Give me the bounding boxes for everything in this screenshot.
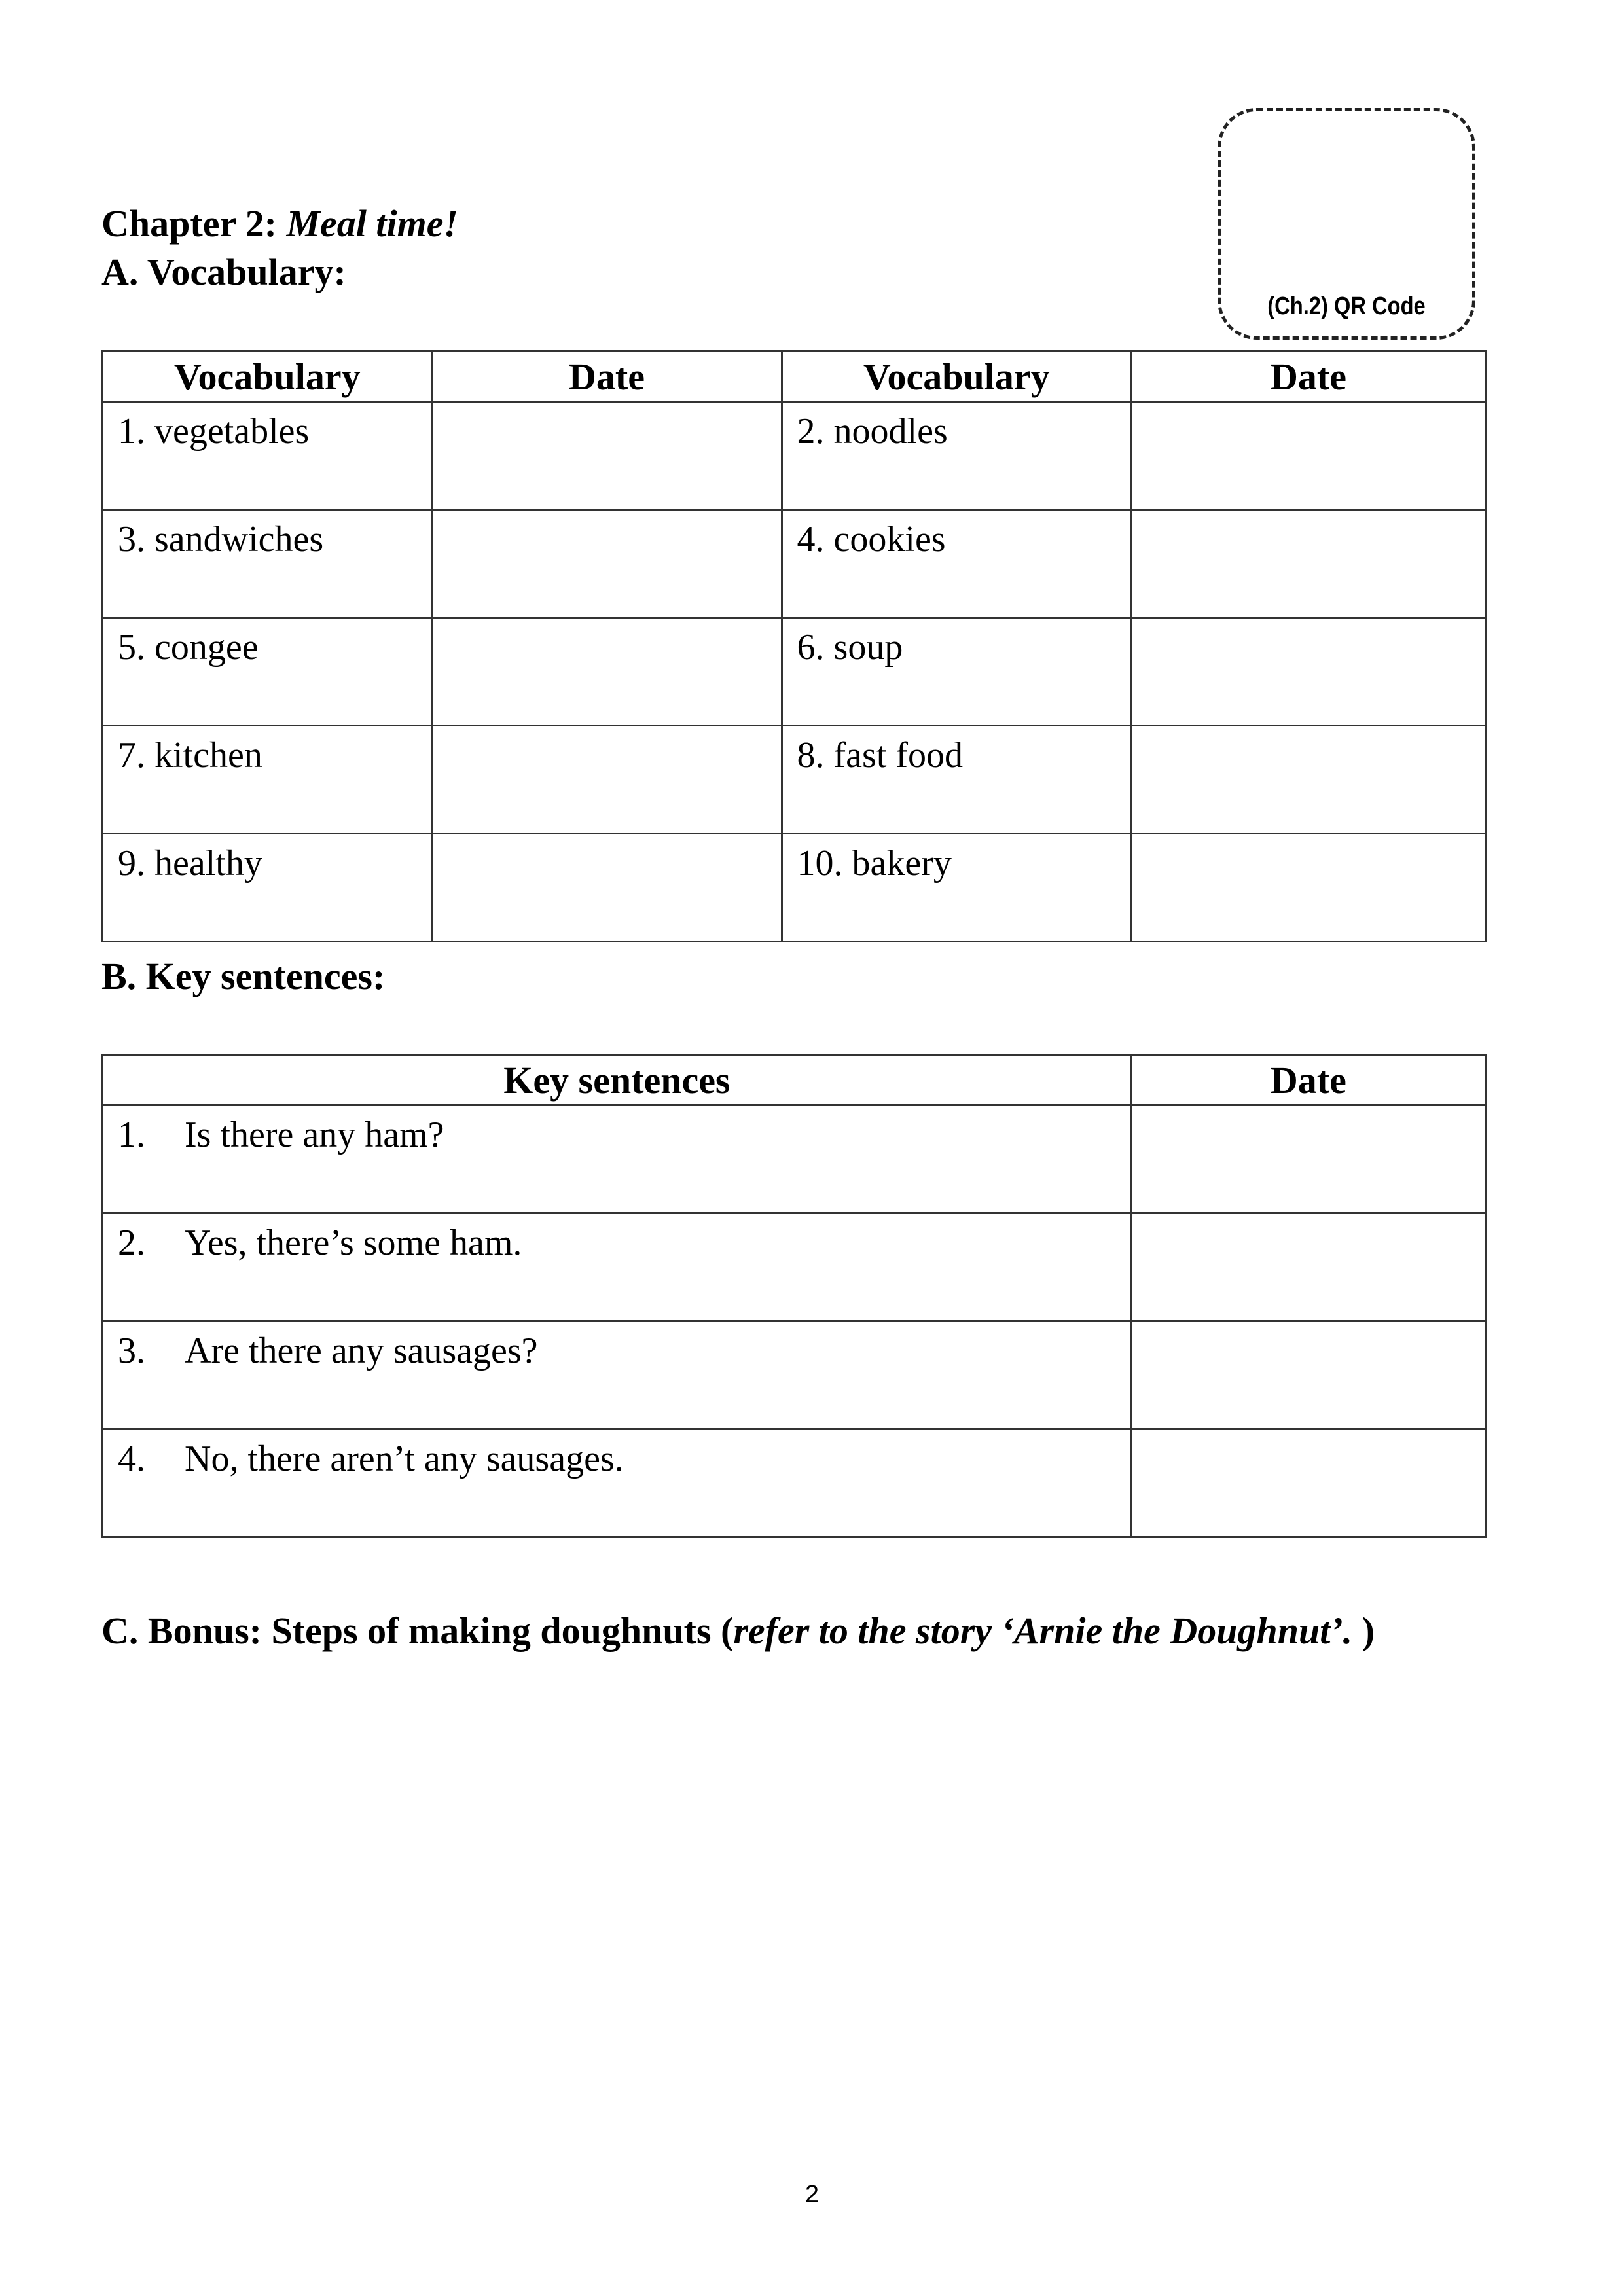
bonus-lead: C. Bonus: Steps of making doughnuts ( (101, 1609, 734, 1652)
table-row (103, 402, 1486, 510)
vocab-word: 7. kitchen (103, 726, 433, 834)
bonus-heading (101, 1609, 1375, 1653)
vocab-word: 1. vegetables (103, 402, 433, 510)
table-row (103, 618, 1486, 726)
date-cell (1131, 1105, 1485, 1213)
key-sentence (103, 1321, 1132, 1429)
vocab-word: 3. sandwiches (103, 510, 433, 618)
date-cell (1131, 510, 1485, 618)
column-header: Date (432, 351, 782, 402)
date-cell (1131, 1213, 1485, 1321)
date-cell (1131, 1429, 1485, 1537)
vocabulary-table (101, 350, 1487, 942)
date-cell (432, 510, 782, 618)
vocabulary-heading: A. Vocabulary: (101, 251, 346, 293)
date-cell (432, 402, 782, 510)
column-header: Date (1131, 351, 1485, 402)
table-row (103, 726, 1486, 834)
qr-code-label: (Ch.2) QR Code (1267, 293, 1426, 320)
table-row (103, 1105, 1486, 1213)
chapter-subtitle: Meal time! (286, 202, 459, 245)
key-sentence (103, 1429, 1132, 1537)
date-cell (432, 618, 782, 726)
sentence-text: Yes, there’s some ham. (185, 1223, 522, 1263)
key-sentence (103, 1105, 1132, 1213)
date-cell (1131, 1321, 1485, 1429)
date-cell (1131, 726, 1485, 834)
key-sentences-table (101, 1054, 1487, 1538)
date-cell (1131, 402, 1485, 510)
vocab-word: 2. noodles (782, 402, 1131, 510)
date-cell (432, 726, 782, 834)
table-row (103, 1213, 1486, 1321)
table-row (103, 834, 1486, 942)
table-row (103, 1429, 1486, 1537)
date-cell (1131, 618, 1485, 726)
sentence-number: 3. (118, 1331, 145, 1371)
vocab-word: 6. soup (782, 618, 1131, 726)
vocab-word: 4. cookies (782, 510, 1131, 618)
vocab-word: 5. congee (103, 618, 433, 726)
page-number: 2 (804, 2181, 820, 2208)
sentence-number: 4. (118, 1439, 145, 1479)
column-header: Vocabulary (103, 351, 433, 402)
vocab-word: 9. healthy (103, 834, 433, 942)
column-header: Vocabulary (782, 351, 1131, 402)
vocab-word: 8. fast food (782, 726, 1131, 834)
sentence-text: Are there any sausages? (185, 1331, 538, 1371)
table-header-row (103, 1055, 1486, 1105)
sentence-text: Is there any ham? (185, 1115, 444, 1155)
bonus-tail: ) (1352, 1609, 1375, 1652)
sentence-number: 2. (118, 1223, 145, 1263)
qr-code-placeholder (1218, 108, 1475, 340)
bonus-story-reference: refer to the story ‘Arnie the Doughnut’. (733, 1609, 1353, 1652)
table-row (103, 510, 1486, 618)
sentence-text: No, there aren’t any sausages. (185, 1439, 624, 1479)
column-header: Key sentences (103, 1055, 1132, 1105)
key-sentences-heading: B. Key sentences: (101, 955, 386, 997)
table-header-row (103, 351, 1486, 402)
sentence-number: 1. (118, 1115, 145, 1155)
date-cell (1131, 834, 1485, 942)
key-sentence (103, 1213, 1132, 1321)
chapter-prefix: Chapter 2: (101, 202, 287, 245)
date-cell (432, 834, 782, 942)
table-row (103, 1321, 1486, 1429)
chapter-title (101, 202, 458, 245)
vocab-word: 10. bakery (782, 834, 1131, 942)
column-header: Date (1131, 1055, 1485, 1105)
